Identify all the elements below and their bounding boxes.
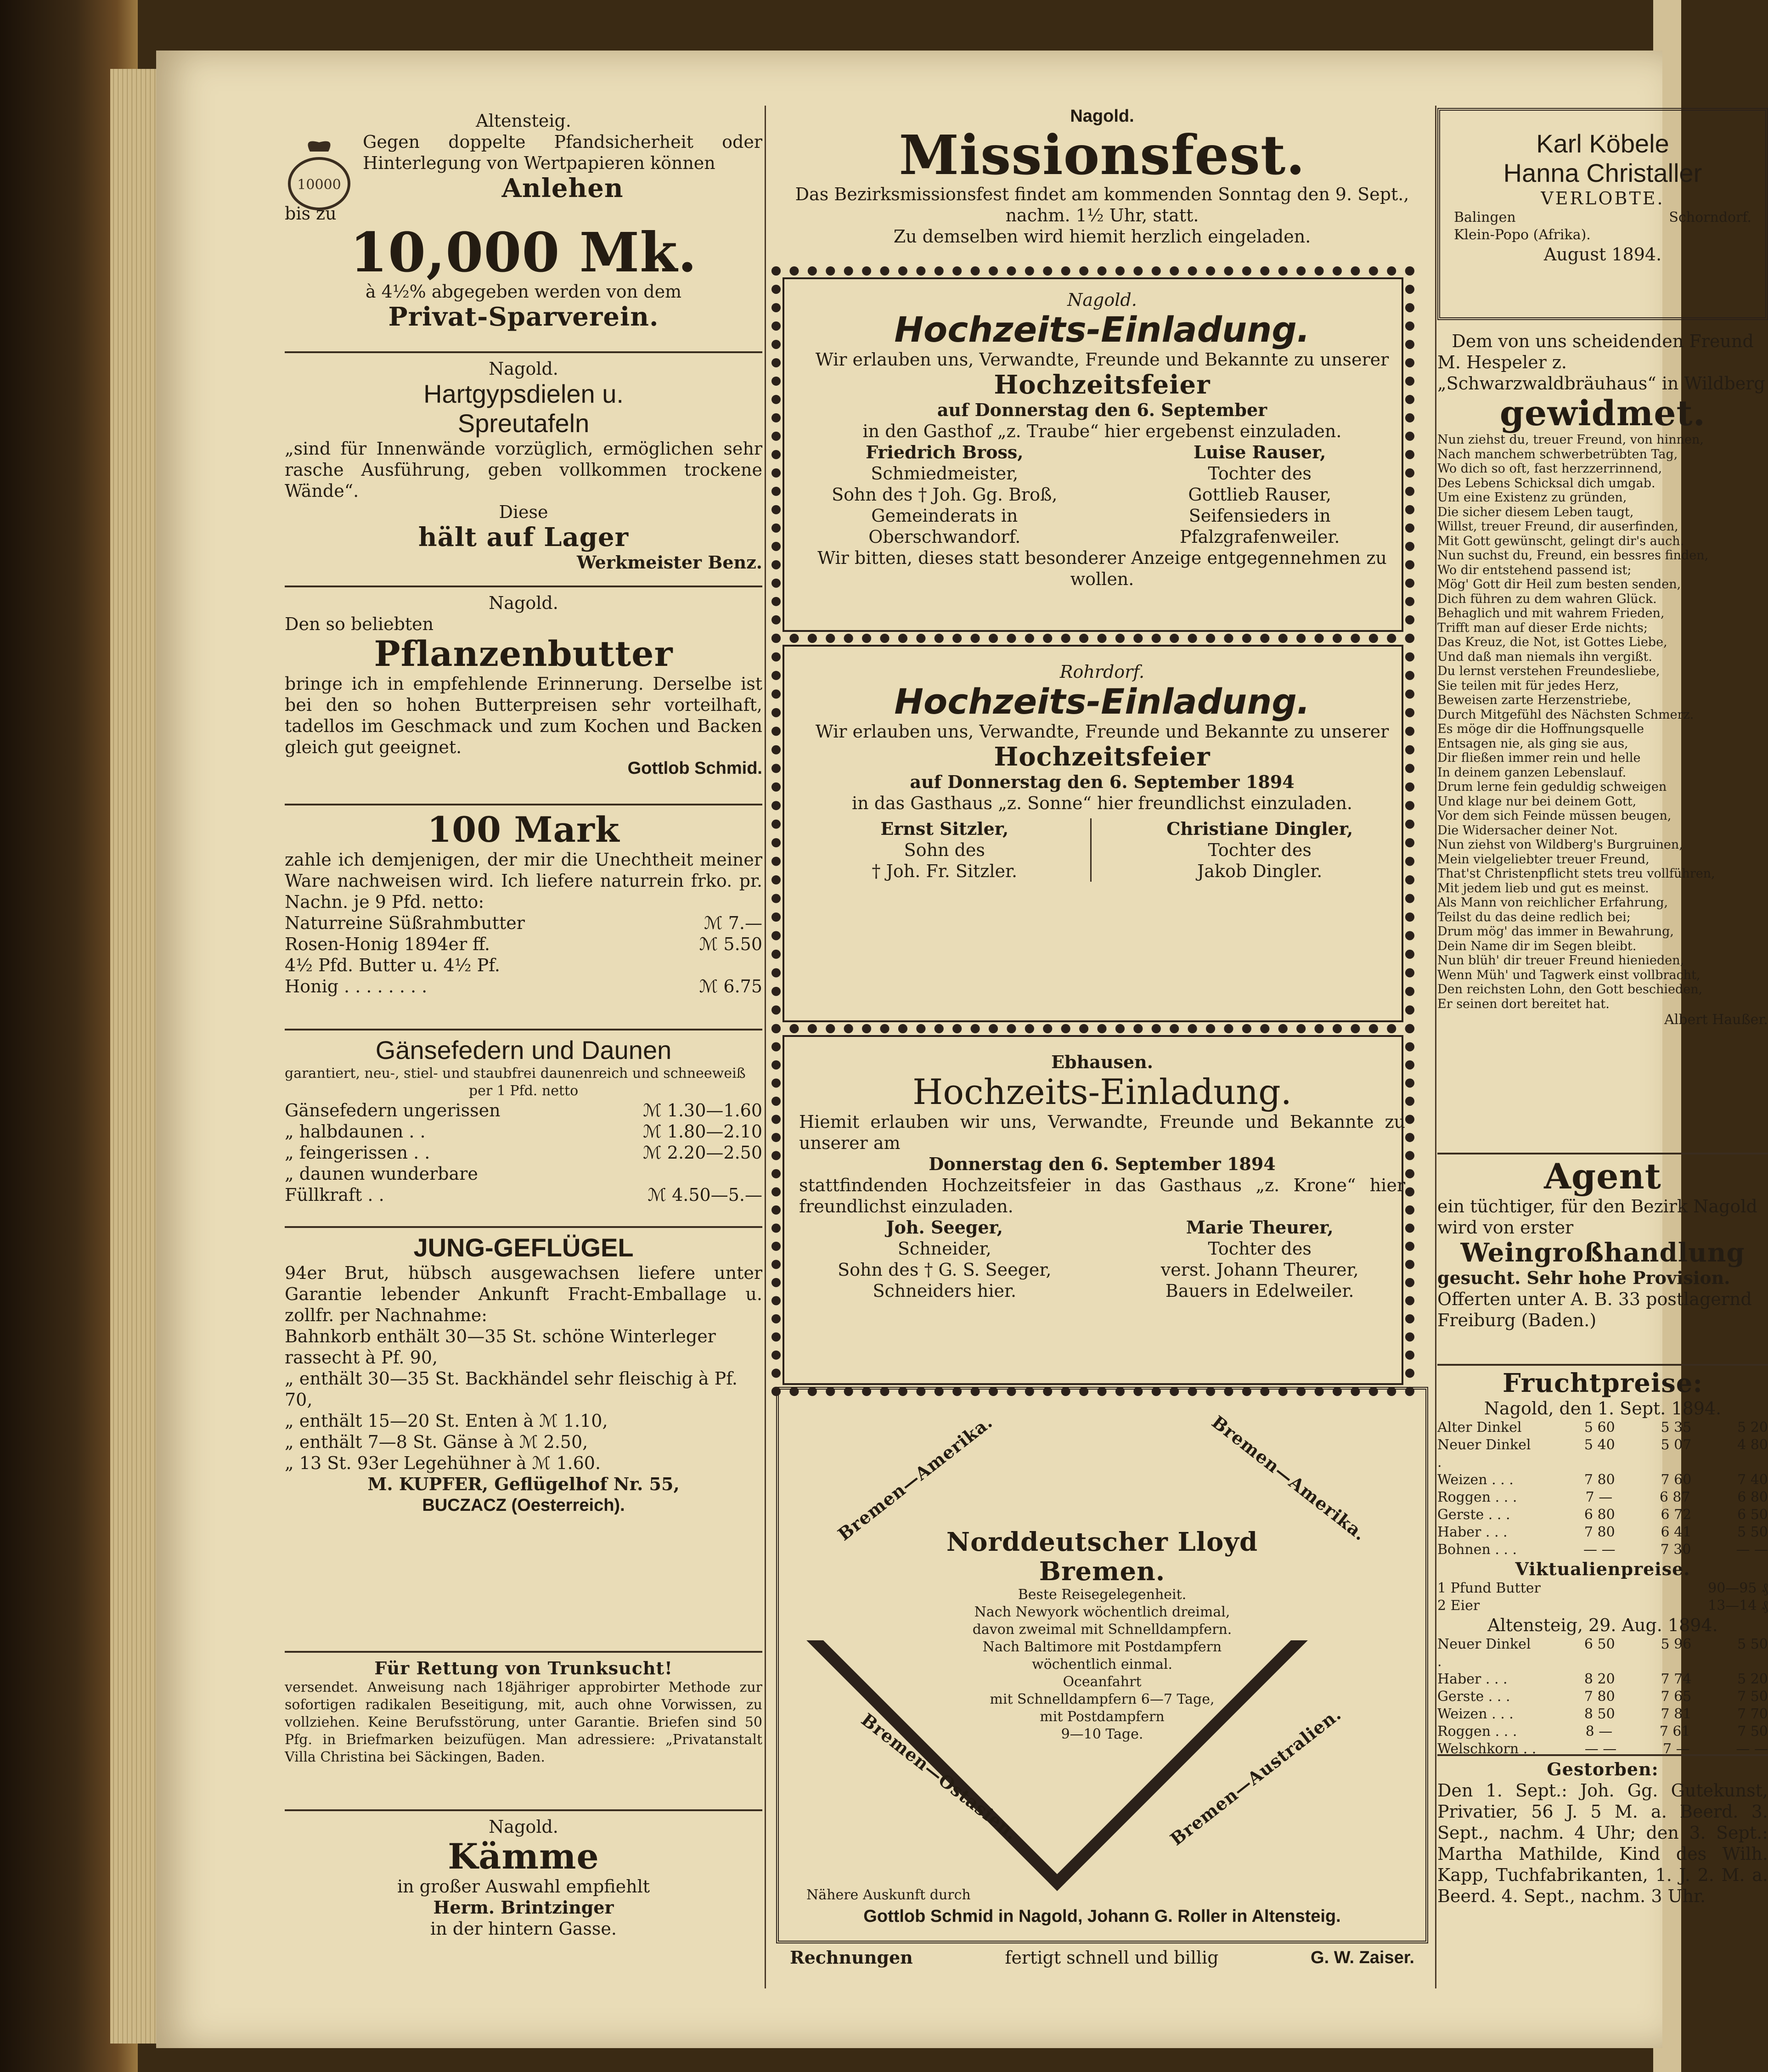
ad-agent-wanted [1437, 1157, 1768, 1331]
ad-text: Dem von uns scheidenden Freund [1452, 331, 1754, 351]
poem-line: Drum lerne fein geduldig schweigen [1437, 780, 1667, 794]
ad-text: Wir erlauben uns, Verwandte, Freunde und Bekannte zu unserer [815, 349, 1389, 370]
section-heading: Viktualienpreise. [1515, 1559, 1690, 1579]
ad-text: gesucht. Sehr hohe Provision. [1437, 1267, 1730, 1288]
ad-organization: Privat-Sparverein. [388, 302, 659, 332]
bride-name: Marie Theurer, [1186, 1217, 1334, 1238]
place-label: Nagold. [489, 359, 558, 379]
ad-alcoholism [285, 1658, 762, 1766]
ad-headline: Kämme [448, 1836, 599, 1877]
price-row: Gerste . . . 7 80 7 65 7 50 [1437, 1689, 1768, 1705]
ad-young-poultry [285, 1233, 762, 1516]
ad-subheadline: Hochzeitsfeier [994, 370, 1211, 400]
price-row: Naturreine Süßrahmbutter ℳ 7.— [285, 913, 762, 933]
ad-plant-butter [285, 592, 762, 779]
price-table [1437, 1636, 1768, 1758]
poem-line: Entsagen nie, als ging sie aus, [1437, 736, 1628, 751]
notice-date: August 1894. [1543, 244, 1662, 265]
poem-line: Die sicher diesem Leben taugt, [1437, 505, 1634, 519]
column-right [1437, 51, 1768, 2048]
ad-text: ein tüchtiger, für den Bezirk Nagold wird von erster [1437, 1196, 1757, 1238]
bride-detail: Tochter des [1208, 1239, 1312, 1259]
poem-line: Behaglich und mit wahrem Frieden, [1437, 606, 1665, 620]
divider [285, 351, 762, 353]
poem-line: Mit jedem lieb und gut es meinst. [1437, 881, 1649, 895]
ad-text: Gegen doppelte Pfandsicherheit oder Hinterlegung von Wertpapieren können [363, 132, 762, 173]
ad-signature: Gottlob Schmid. [627, 759, 762, 778]
ad-gypsum-boards [285, 358, 762, 573]
poem-line: Das Kreuz, die Not, ist Gottes Liebe, [1437, 635, 1667, 649]
price-row: Honig . . . . . . . . ℳ 6.75 [285, 976, 762, 997]
ad-text: à 4½% abgegeben werden von dem [365, 282, 682, 302]
poem-signature: Albert Haußer. [1664, 1012, 1768, 1028]
death-notices [1437, 1759, 1768, 1907]
list-item: Bahnkorb enthält 30—35 St. schöne Winterleger rassecht à Pf. 90, [285, 1326, 716, 1368]
poem-line: Und klage nur bei deinem Gott, [1437, 794, 1637, 809]
ad-text: Hiemit erlauben wir uns, Verwandte, Freunde und Bekannte zu unserer am [799, 1112, 1405, 1153]
list-item: „ enthält 7—8 St. Gänse à ℳ 2.50, [285, 1432, 588, 1452]
ad-line: Nach Baltimore mit Postdampfern [982, 1639, 1222, 1655]
footer-signature: G. W. Zaiser. [1311, 1948, 1414, 1967]
place-label: Nagold. [1067, 290, 1137, 310]
divider [285, 1029, 762, 1030]
divider [285, 1651, 762, 1653]
ad-headline: Agent [1544, 1156, 1661, 1197]
column-rule [1435, 106, 1436, 1988]
ad-text: Das Bezirksmissionsfest findet am kommenden Sonntag den 9. Sept., nachm. 1½ Uhr, statt. [795, 184, 1409, 225]
divider [285, 586, 762, 587]
price-row: Gerste . . . 6 80 6 72 6 50 [1437, 1507, 1768, 1523]
ad-text: in der hintern Gasse. [430, 1919, 617, 1939]
price-row: Haber . . . 7 80 6 41 5 50 [1437, 1524, 1768, 1540]
money-bag-icon [285, 133, 354, 211]
ad-line: davon zweimal mit Schnelldampfern. [972, 1622, 1232, 1638]
ad-line: Beste Reisegelegenheit. [1018, 1587, 1187, 1603]
price-row: 4½ Pfd. Butter u. 4½ Pf. [285, 955, 500, 975]
wedding-invitation-rohrdorf [771, 661, 1433, 882]
ad-headline: hält auf Lager [418, 522, 629, 552]
ad-line: 9—10 Tage. [1061, 1726, 1143, 1742]
route-label: Bremen—Amerika. [1208, 1411, 1371, 1545]
groom-detail: Sohn des † G. S. Seeger, [838, 1260, 1052, 1280]
poem-line: Wenn Müh' und Tagwerk einst vollbracht, [1437, 968, 1700, 982]
price-date: Nagold, den 1. Sept. 1894. [1484, 1398, 1722, 1419]
list-item: „ enthält 15—20 St. Enten à ℳ 1.10, [285, 1411, 608, 1431]
poem-line: In deinem ganzen Lebenslauf. [1437, 765, 1627, 780]
price-table [1437, 1419, 1768, 1559]
price-row: Bohnen . . . — — 7 30 — — [1437, 1542, 1768, 1558]
bride-detail: Jakob Dingler. [1197, 861, 1323, 881]
engagement-notice [1437, 108, 1768, 320]
ad-text: Wir erlauben uns, Verwandte, Freunde und Bekannte zu unserer [815, 721, 1389, 742]
poem-line: Wo dich so oft, fast herzzerrinnend, [1437, 462, 1662, 476]
price-date: Altensteig, 29. Aug. 1894. [1487, 1615, 1718, 1635]
place-label: Altensteig. [476, 111, 571, 131]
poem-line: Dir fließen immer rein und helle [1437, 751, 1641, 765]
route-label: Bremen—Australien. [1166, 1703, 1345, 1850]
poem-line: Um eine Existenz zu gründen, [1437, 490, 1627, 505]
price-row: Füllkraft . . ℳ 4.50—5.— [285, 1185, 762, 1205]
ad-agents: Gottlob Schmid in Nagold, Johann G. Roller in Altensteig. [863, 1907, 1341, 1926]
section-heading: Fruchtpreise: [1502, 1368, 1703, 1398]
ad-goose-feathers [285, 1036, 762, 1205]
ad-text: versendet. Anweisung nach 18jähriger approbirter Methode zur sofortigen radikalen Beseitigung, mit, auch ohne Vorwissen, zu vollziehen. Keine Berufsstörung, unter Garantie. Briefen sind 50 Pfg. in Briefmarken beizufügen. Man adressiere: „Privatanstalt Villa Christina bei Säckingen, Baden. [285, 1679, 762, 1765]
ad-headline: Hartgypsdielen u. [423, 379, 624, 408]
ad-text: stattfindenden Hochzeitsfeier in das Gasthaus „z. Krone“ hier freundlichst einzuladen. [799, 1175, 1405, 1216]
place-label: Schorndorf. [1669, 209, 1751, 225]
divider [1437, 1153, 1768, 1154]
ad-line: mit Schnelldampfern 6—7 Tage, [990, 1691, 1215, 1707]
bride-name: Luise Rauser, [1194, 442, 1326, 462]
place-label: Ebhausen. [1051, 1052, 1153, 1072]
poem-line: Mit Gott gewünscht, gelingt dir's auch. [1437, 534, 1684, 548]
groom-detail: † Joh. Fr. Sitzler. [872, 861, 1018, 881]
groom-detail: Sohn des [904, 840, 985, 860]
footer-label: Rechnungen [790, 1947, 913, 1968]
price-row: Roggen . . . 7 — 6 87 6 80 [1437, 1489, 1768, 1505]
place-label: Nagold. [489, 1817, 558, 1837]
groom-detail: Schmiedmeister, [871, 463, 1019, 484]
poem-line: Es möge dir die Hoffnungsquelle [1437, 722, 1644, 736]
ad-headline: Missionsfest. [899, 123, 1306, 187]
price-row: „ halbdaunen . . ℳ 1.80—2.10 [285, 1121, 762, 1142]
price-row: 2 Eier 13—14 ₰ [1437, 1598, 1768, 1614]
ad-date: auf Donnerstag den 6. September 1894 [910, 771, 1295, 792]
ad-text: Nähere Auskunft durch [806, 1887, 971, 1903]
bride-detail: Bauers in Edelweiler. [1165, 1281, 1354, 1301]
ad-signature: M. KUPFER, Geflügelhof Nr. 55, [367, 1474, 680, 1494]
market-prices [1437, 1368, 1768, 1758]
ad-text: Zu demselben wird hiemit herzlich eingeladen. [893, 226, 1311, 247]
price-row: Neuer Dinkel . 5 40 5 07 4 80 [1437, 1437, 1768, 1470]
newspaper-page [156, 51, 1768, 2048]
bride-detail: Tochter des [1208, 463, 1312, 484]
bride-name: Christiane Dingler, [1166, 818, 1353, 839]
ad-headline: Anlehen [501, 173, 624, 203]
price-row: Weizen . . . 7 80 7 60 7 40 [1437, 1472, 1768, 1488]
ad-text: in das Gasthaus „z. Sonne“ hier freundlichst einzuladen. [852, 793, 1352, 813]
footer-printer-ad [771, 1947, 1433, 1968]
price-row: Roggen . . . 8 — 7 61 7 50 [1437, 1723, 1768, 1740]
divider [285, 1226, 762, 1228]
ad-date: auf Donnerstag den 6. September [937, 400, 1267, 420]
ad-text: 94er Brut, hübsch ausgewachsen liefere unter Garantie lebender Ankunft Fracht-Emballage u. zollfr. per Nachnahme: [285, 1263, 762, 1325]
poem-line: Nun ziehst du, treuer Freund, von hinnen, [1437, 433, 1704, 447]
place-label: Klein-Popo (Afrika). [1454, 227, 1591, 243]
bride-detail: verst. Johann Theurer, [1160, 1260, 1359, 1280]
ad-date: Donnerstag den 6. September 1894 [929, 1154, 1276, 1174]
price-row: 1 Pfund Butter 90—95 ₰ [1437, 1580, 1768, 1596]
wedding-invitation-nagold [771, 289, 1433, 590]
ad-signature: BUCZACZ (Oesterreich). [422, 1496, 625, 1515]
divider [1437, 1364, 1768, 1366]
price-row: Rosen-Honig 1894er ff. ℳ 5.50 [285, 934, 762, 954]
poem-line: Sie teilen mit für jedes Herz, [1437, 678, 1619, 693]
bride-detail: Tochter des [1208, 840, 1312, 860]
ad-amount: 10,000 Mk. [349, 220, 698, 284]
poem-line: Drum mög' das immer in Bewahrung, [1437, 924, 1674, 939]
groom-detail: Gemeinderats in Oberschwandorf. [868, 506, 1021, 547]
poem-line: Er seinen dort bereitet hat. [1437, 997, 1610, 1011]
ad-line: Nach Newyork wöchentlich dreimal, [974, 1604, 1230, 1620]
price-row: „ daunen wunderbare [285, 1164, 478, 1184]
ad-subheadline: Hochzeitsfeier [994, 742, 1211, 772]
price-row: Gänsefedern ungerissen ℳ 1.30—1.60 [285, 1100, 762, 1120]
ad-headline: Norddeutscher Lloyd [946, 1527, 1258, 1557]
ad-100-mark [285, 811, 762, 997]
place-label: Balingen [1454, 209, 1516, 225]
ad-headline: Hochzeits-Einladung. [894, 309, 1310, 350]
ad-line: wöchentlich einmal. [1032, 1656, 1172, 1672]
ad-headline: Für Rettung von Trunksucht! [374, 1658, 673, 1678]
poem-line: Du lernst verstehen Freundesliebe, [1437, 664, 1660, 678]
poem-line: Den reichsten Lohn, den Gott beschieden, [1437, 982, 1703, 997]
ad-headline: Spreutafeln [457, 409, 590, 438]
wedding-invitation-ebhausen [771, 1052, 1433, 1301]
section-heading: Gestorben: [1547, 1759, 1659, 1779]
ad-text: „sind für Innenwände vorzüglich, ermöglichen sehr rasche Ausführung, geben vollkommen trockene Wände“. [285, 439, 762, 501]
poem-line: Dein Name dir im Segen bleibt. [1437, 939, 1637, 953]
ad-headline: JUNG-GEFLÜGEL [413, 1233, 634, 1262]
ad-headline: Hochzeits-Einladung. [912, 1071, 1292, 1112]
ad-text: Wir bitten, dieses statt besonderer Anzeige entgegennehmen zu wollen. [817, 548, 1387, 589]
ad-anlehen [285, 110, 762, 332]
name-fiancee: Hanna Christaller [1503, 158, 1702, 187]
poem-line: Die Widersacher deiner Not. [1437, 823, 1618, 838]
poem-line: Nun blüh' dir treuer Freund hienieden, [1437, 953, 1684, 968]
svg-text:10000: 10000 [297, 177, 341, 193]
price-row: Weizen . . . 8 50 7 81 7 70 [1437, 1706, 1768, 1722]
ad-norddeutscher-lloyd [776, 1387, 1428, 1943]
ad-subheadline: Weingroßhandlung [1460, 1238, 1745, 1268]
place-label: Nagold. [1070, 107, 1134, 126]
page-edges [110, 69, 161, 2044]
ad-text: Den so beliebten [285, 614, 434, 634]
ad-headline: gewidmet. [1499, 393, 1706, 434]
groom-name: Joh. Seeger, [886, 1217, 1003, 1238]
ad-headline: Gänsefedern und Daunen [375, 1036, 672, 1064]
footer-text: fertigt schnell und billig [1005, 1948, 1219, 1968]
bride-detail: Seifensieders in Pfalzgrafenweiler. [1179, 506, 1340, 547]
price-row: „ feingerissen . . ℳ 2.20—2.50 [285, 1143, 762, 1163]
groom-detail: Sohn des † Joh. Gg. Broß, [832, 484, 1058, 505]
poem-line: Nun suchst du, Freund, ein bessres finden, [1437, 548, 1709, 563]
poem-line: Trifft man auf dieser Erde nichts; [1437, 620, 1648, 635]
poem-line: Teilst du das deine redlich bei; [1437, 910, 1631, 924]
bride-detail: Gottlieb Rauser, [1188, 484, 1332, 505]
groom-detail: Schneiders hier. [873, 1281, 1017, 1301]
divider [285, 804, 762, 805]
ad-text: M. Hespeler z. „Schwarzwaldbräuhaus“ in Wildberg [1437, 352, 1765, 394]
price-row: Haber . . . 8 20 7 74 5 20 [1437, 1671, 1768, 1687]
groom-name: Ernst Sitzler, [880, 818, 1009, 839]
groom-detail: Schneider, [897, 1239, 991, 1259]
price-row: Alter Dinkel 5 60 5 35 5 20 [1437, 1419, 1768, 1436]
poem-line: Mein vielgeliebter treuer Freund, [1437, 852, 1650, 867]
poem-line: Nach manchem schwerbetrübten Tag, [1437, 447, 1678, 462]
place-label: Nagold. [489, 593, 558, 613]
poem-line: Mög' Gott dir Heil zum besten senden, [1437, 577, 1681, 591]
ad-text: zahle ich demjenigen, der mir die Unechtheit meiner Ware nachweisen wird. Ich liefere naturrein frko. pr. Nachn. je 9 Pfd. netto: [285, 850, 762, 912]
ad-text: garantiert, neu-, stiel- und staubfrei daunenreich und schneeweiß [285, 1065, 746, 1081]
poem-line: Durch Mitgefühl des Nächsten Schmerz. [1437, 707, 1694, 722]
list-item: „ enthält 30—35 St. Backhändel sehr fleischig à Pf. 70, [285, 1368, 738, 1410]
poem-line: Willst, treuer Freund, dir auserfinden, [1437, 519, 1678, 534]
price-row: Welschkorn . . — — 7 — — — [1437, 1741, 1768, 1757]
poem-line: Wo dir entstehend passend ist; [1437, 563, 1632, 577]
poem-line: Und daß man niemals ihn vergißt. [1437, 649, 1652, 664]
groom-name: Friedrich Bross, [866, 442, 1024, 462]
notice-text: Den 1. Sept.: Joh. Gg. Gutekunst, Privatier, 56 J. 5 M. a. Beerd. 3. Sept., nachm. 4 Uhr; den 3. Sept.: Martha Mathilde, Kind des Wilh. Kapp, Tuchfabrikanten, 1. J. 2. M. a. Beerd. 4. Sept., nachm. 3 Uhr. [1437, 1780, 1768, 1906]
poem-line: Als Mann von reichlicher Erfahrung, [1437, 895, 1668, 910]
place-label: Rohrdorf. [1059, 662, 1145, 682]
route-label: Bremen—Ostasien. [857, 1709, 1022, 1844]
column-middle [771, 51, 1433, 2048]
poem-line: That'st Christenpflicht stets treu vollführen, [1437, 867, 1715, 881]
poem-line: Beweisen zarte Herzenstriebe, [1437, 693, 1632, 707]
ad-text: Offerten unter A. B. 33 postlagernd Freiburg (Baden.) [1437, 1289, 1752, 1330]
name-fiance: Karl Köbele [1536, 129, 1669, 158]
ad-text: Diese [499, 502, 548, 522]
route-label: Bremen—Amerika. [833, 1411, 997, 1545]
ad-signature: Herm. Brintzinger [433, 1897, 614, 1918]
ad-text: in großer Auswahl empfiehlt [397, 1876, 650, 1897]
ad-combs [285, 1816, 762, 1939]
divider [1437, 1754, 1768, 1756]
price-row: Neuer Dinkel . 6 50 5 96 5 50 [1437, 1636, 1768, 1670]
column-left [285, 51, 762, 2048]
list-item: „ 13 St. 93er Legehühner à ℳ 1.60. [285, 1453, 601, 1473]
ad-text: in den Gasthof „z. Traube“ hier ergebenst einzuladen. [862, 421, 1342, 441]
ad-subheadline: Bremen. [1039, 1556, 1166, 1587]
ad-headline: Hochzeits-Einladung. [894, 681, 1310, 722]
ad-headline: 100 Mark [427, 809, 620, 850]
poem-line: Dich führen zu dem wahren Glück. [1437, 591, 1657, 606]
divider [285, 1809, 762, 1811]
poem-body [1437, 433, 1768, 1011]
poem-line: Des Lebens Schicksal dich umgab. [1437, 476, 1655, 490]
farewell-poem [1437, 331, 1768, 1029]
poem-line: Vor dem sich Feinde müssen beugen, [1437, 809, 1672, 823]
column-rule [765, 106, 766, 1988]
poem-line: Nun ziehst von Wildberg's Burgruinen, [1437, 838, 1683, 852]
ad-signature: Werkmeister Benz. [576, 552, 762, 573]
ad-line: Oceanfahrt [1063, 1674, 1142, 1690]
ad-text: per 1 Pfd. netto [468, 1083, 579, 1099]
engagement-label: VERLOBTE. [1541, 188, 1665, 208]
ad-headline: Pflanzenbutter [374, 633, 673, 674]
ad-line: mit Postdampfern [1040, 1709, 1165, 1725]
ad-text: bis zu [285, 203, 337, 224]
ad-mission-festival [771, 106, 1433, 247]
ad-text: bringe ich in empfehlende Erinnerung. Derselbe ist bei den so hohen Butterpreisen sehr vorteilhaft, tadellos im Geschmack und zum Kochen und Backen gleich gut geeignet. [285, 674, 762, 757]
